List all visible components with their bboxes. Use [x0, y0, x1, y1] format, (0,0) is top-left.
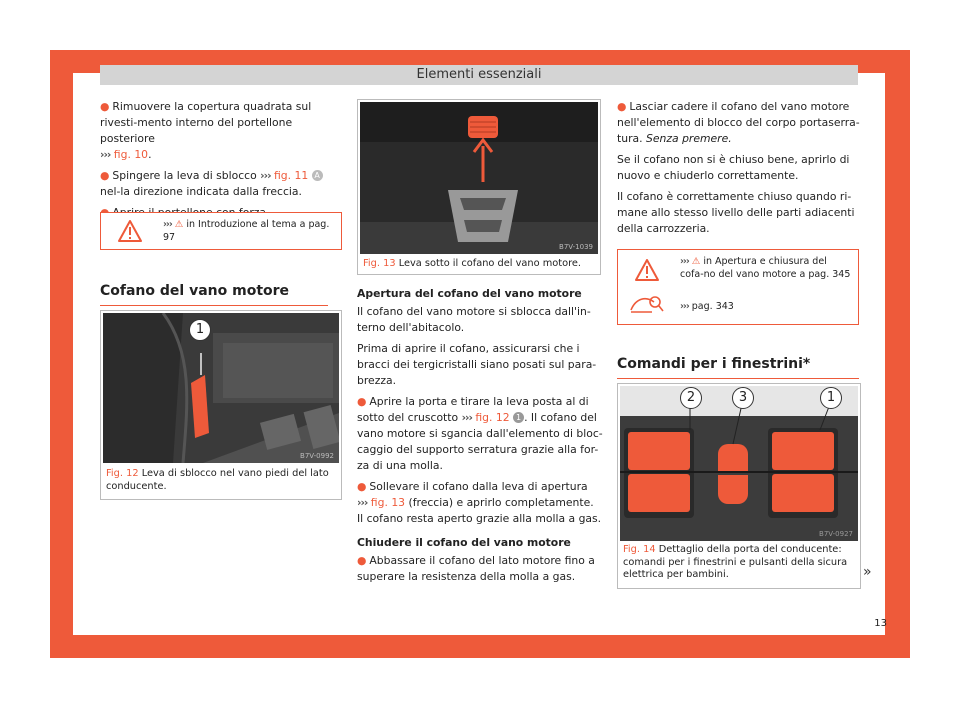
- window-switch-illustration: [620, 386, 858, 541]
- environment-note-icon: [628, 292, 664, 316]
- figure-image: [103, 313, 339, 463]
- image-code: B7V-0927: [819, 530, 853, 538]
- figure-14: [617, 383, 861, 589]
- warning-small-icon: ⚠: [691, 256, 701, 267]
- page-link[interactable]: pag. 343: [691, 301, 734, 312]
- section-title: Cofano del vano motore: [100, 283, 328, 306]
- column-1: [100, 99, 342, 226]
- warning-link[interactable]: in Introduzione al tema a pag. 97: [163, 219, 330, 243]
- figure-13: [357, 99, 601, 275]
- figure-caption: Fig. 14 Dettaglio della porta del conducente: comandi per i finestrini e pulsanti della sicura elettrica per bambini.: [623, 544, 848, 580]
- paragraph: Prima di aprire il cofano, assicurarsi che i bracci dei tergicristalli siano posati sul para-brezza.: [357, 342, 597, 387]
- bullet-icon: ●: [617, 100, 627, 113]
- warning-icon: [117, 219, 143, 243]
- image-code: B7V-1039: [559, 243, 593, 251]
- arrow-icon: ›››: [680, 301, 689, 312]
- bullet-icon: ●: [100, 100, 110, 113]
- figure-callout-1: 1: [820, 387, 842, 409]
- pedal-area-illustration: [103, 313, 339, 463]
- figure-12: [100, 310, 342, 500]
- warning-link[interactable]: in Apertura e chiusura del cofa-no del vano motore a pag. 345: [680, 256, 851, 280]
- paragraph: Se il cofano non si è chiuso bene, aprirlo di nuovo e chiuderlo correttamente.: [617, 153, 850, 182]
- figure-callout-1: 1: [189, 319, 211, 341]
- hood-lever-illustration: [360, 102, 598, 254]
- bullet-item: ● Sollevare il cofano dalla leva di apertura ››› fig. 13 (freccia) e aprirlo completamente. Il cofano resta aperto grazie alla molla a gas.: [357, 480, 602, 525]
- subheading: Chiudere il cofano del vano motore: [357, 536, 571, 549]
- bullet-item: ● Rimuovere la copertura quadrata sul rivesti-mento interno del portellone posteriore ››› fig. 10.: [100, 100, 312, 161]
- bullet-item: ● Aprire la porta e tirare la leva posta al di sotto del cruscotto ››› fig. 12 1 . Il cofano del vano motore si sgancia dall'elemento di bloc-caggio del supporto serratura grazie alla for-za di una molla.: [357, 395, 603, 472]
- callout-badge: 1: [513, 412, 524, 423]
- header-title: Elementi essenziali: [416, 67, 542, 82]
- bullet-icon: ●: [357, 480, 367, 493]
- page-header: [100, 65, 858, 85]
- arrow-icon: ›››: [260, 169, 271, 182]
- figure-caption: Fig. 12 Leva di sblocco nel vano piedi del lato conducente.: [106, 468, 329, 492]
- column-3: [617, 99, 861, 242]
- arrow-icon: ›››: [100, 148, 111, 161]
- fig-link[interactable]: fig. 10: [113, 148, 149, 161]
- column-2: [357, 286, 603, 590]
- figure-label: Fig. 13: [363, 258, 396, 269]
- figure-image: [620, 386, 858, 541]
- warning-small-icon: ⚠: [174, 219, 184, 230]
- callout-badge: A: [312, 170, 323, 181]
- section-title: Comandi per i finestrini*: [617, 356, 859, 379]
- paragraph: Il cofano è correttamente chiuso quando ri-mane allo stesso livello delle parti adiacenti della carrozzeria.: [617, 190, 855, 235]
- image-code: B7V-0992: [300, 452, 334, 460]
- warning-box: [100, 212, 342, 250]
- warning-box: [617, 249, 859, 325]
- bullet-item: ● Spingere la leva di sblocco ››› fig. 11 A nel-la direzione indicata dalla freccia.: [100, 168, 342, 200]
- arrow-icon: ›››: [680, 256, 689, 267]
- bullet-icon: ●: [357, 554, 367, 567]
- continue-marker: »: [863, 564, 872, 580]
- figure-label: Fig. 14: [623, 544, 656, 555]
- figure-callout-3: 3: [732, 387, 754, 409]
- fig-link[interactable]: fig. 11: [273, 169, 309, 182]
- figure-image: [360, 102, 598, 254]
- arrow-icon: ›››: [461, 411, 472, 424]
- subheading: Apertura del cofano del vano motore: [357, 287, 582, 300]
- arrow-icon: ›››: [163, 219, 172, 230]
- warning-icon: [634, 258, 660, 282]
- figure-caption: Fig. 13 Leva sotto il cofano del vano motore.: [363, 258, 582, 269]
- bullet-item: ● Abbassare il cofano del lato motore fino a superare la resistenza della molla a gas.: [357, 554, 595, 583]
- paragraph: Il cofano del vano motore si sblocca dall'in-terno dell'abitacolo.: [357, 305, 591, 334]
- figure-label: Fig. 12: [106, 468, 139, 479]
- fig-link[interactable]: fig. 12: [475, 411, 510, 424]
- bullet-icon: ●: [357, 395, 367, 408]
- bullet-item: ● Lasciar cadere il cofano del vano motore nell'elemento di blocco del corpo portaserra-tura. Senza premere.: [617, 100, 860, 145]
- figure-callout-2: 2: [680, 387, 702, 409]
- arrow-icon: ›››: [357, 496, 368, 509]
- bullet-icon: ●: [100, 169, 110, 182]
- page-number: 13: [874, 618, 887, 629]
- fig-link[interactable]: fig. 13: [370, 496, 406, 509]
